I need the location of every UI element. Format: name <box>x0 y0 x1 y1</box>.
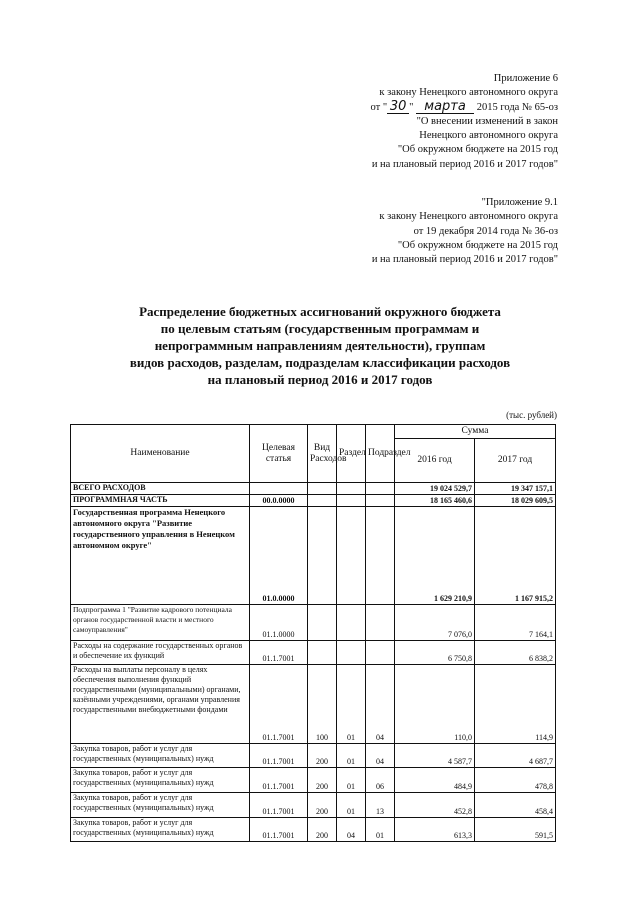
table-row <box>71 483 556 495</box>
row-name: Закупка товаров, работ и услуг для государственных (муниципальных) нужд <box>71 818 250 842</box>
row-target: 01.1.7001 <box>250 665 308 744</box>
row-name: Расходы на выплаты персоналу в целях обеспечения выполнения функций государственными (муниципальными) органами, казёнными учреждениями, органами управления государственными внебюджетными фондами <box>71 665 250 744</box>
row-value-2017: 591,5 <box>475 818 556 842</box>
row-subsection: 13 <box>366 793 395 818</box>
row-target: 01.0.0000 <box>250 507 308 605</box>
row-value-2017: 1 167 915,2 <box>475 507 556 605</box>
row-section: 01 <box>337 793 366 818</box>
appendix-9-1-line4: "Об окружном бюджете на 2015 год <box>397 239 558 251</box>
appendix-9-1-header <box>372 196 558 267</box>
row-target: 01.1.0000 <box>250 605 308 641</box>
row-section: 01 <box>337 768 366 793</box>
appendix-6-line5: "Об окружном бюджете на 2015 год <box>397 144 558 156</box>
row-name: Закупка товаров, работ и услуг для государственных (муниципальных) нужд <box>71 793 250 818</box>
row-value-2016: 4 587,7 <box>395 744 475 768</box>
row-section <box>337 495 366 507</box>
row-kind: 100 <box>308 665 337 744</box>
row-value-2017: 7 164,1 <box>475 605 556 641</box>
appendix-6-line6: и на плановый период 2016 и 2017 годов" <box>371 158 558 170</box>
row-target: 00.0.0000 <box>250 495 308 507</box>
row-subsection: 06 <box>366 768 395 793</box>
appendix-6-date: от " 30 " марта 2015 года № 65-оз <box>370 98 558 114</box>
table-row <box>71 818 556 842</box>
title-line: по целевым статьям (государственным программам и <box>160 321 480 336</box>
row-name: Расходы на содержание государственных органов и обеспечение их функций <box>71 641 250 665</box>
row-section: 04 <box>337 818 366 842</box>
header-2017: 2017 год <box>475 439 556 483</box>
row-section <box>337 605 366 641</box>
row-subsection: 04 <box>366 744 395 768</box>
handwritten-month: марта <box>416 101 474 114</box>
title-line: на плановый период 2016 и 2017 годов <box>207 372 433 387</box>
row-kind: 200 <box>308 818 337 842</box>
row-section <box>337 507 366 605</box>
row-value-2017: 6 838,2 <box>475 641 556 665</box>
appendix-6-label: Приложение 6 <box>493 73 558 84</box>
header-2016: 2016 год <box>395 439 475 483</box>
table-row <box>71 793 556 818</box>
row-value-2016: 110,0 <box>395 665 475 744</box>
row-subsection: 04 <box>366 665 395 744</box>
row-subsection <box>366 483 395 495</box>
row-value-2016: 6 750,8 <box>395 641 475 665</box>
appendix-9-1-law: к закону Ненецкого автономного округа <box>379 211 558 223</box>
appendix-9-1-date: от 19 декабря 2014 года № 36-оз <box>413 225 558 237</box>
row-name: Государственная программа Ненецкого автономного округа "Развитие государственного управления в Ненецком автономном округе" <box>71 507 250 605</box>
row-value-2016: 484,9 <box>395 768 475 793</box>
row-kind: 200 <box>308 768 337 793</box>
row-kind <box>308 507 337 605</box>
row-value-2016: 18 165 460,6 <box>395 495 475 507</box>
row-kind <box>308 483 337 495</box>
table-row <box>71 768 556 793</box>
appendix-6-law: к закону Ненецкого автономного округа <box>379 87 558 99</box>
row-value-2017: 478,8 <box>475 768 556 793</box>
appendix-9-1-line5: и на плановый период 2016 и 2017 годов" <box>371 254 558 266</box>
row-target <box>250 483 308 495</box>
row-value-2017: 114,9 <box>475 665 556 744</box>
row-section <box>337 641 366 665</box>
row-subsection <box>366 641 395 665</box>
row-name: Закупка товаров, работ и услуг для государственных (муниципальных) нужд <box>71 768 250 793</box>
row-value-2016: 19 024 529,7 <box>395 483 475 495</box>
row-subsection <box>366 507 395 605</box>
appendix-6-line3: "О внесении изменений в закон <box>416 115 558 127</box>
row-subsection <box>366 605 395 641</box>
row-name: Закупка товаров, работ и услуг для государственных (муниципальных) нужд <box>71 744 250 768</box>
row-section: 01 <box>337 665 366 744</box>
title-line: Распределение бюджетных ассигнований окружного бюджета <box>139 304 501 319</box>
units-label: (тыс. рублей) <box>506 410 557 420</box>
appendix-6-line4: Ненецкого автономного округа <box>419 130 558 142</box>
row-value-2017: 19 347 157,1 <box>475 483 556 495</box>
row-value-2017: 18 029 609,5 <box>475 495 556 507</box>
row-kind: 200 <box>308 793 337 818</box>
row-value-2016: 7 076,0 <box>395 605 475 641</box>
table-row <box>71 507 556 605</box>
appendix-6-header <box>371 72 558 172</box>
table-row <box>71 665 556 744</box>
table-row <box>71 605 556 641</box>
table-body <box>71 483 556 842</box>
row-target: 01.1.7001 <box>250 768 308 793</box>
row-value-2017: 458,4 <box>475 793 556 818</box>
table-row <box>71 495 556 507</box>
row-kind: 200 <box>308 744 337 768</box>
row-subsection: 01 <box>366 818 395 842</box>
row-value-2016: 452,8 <box>395 793 475 818</box>
table-row <box>71 744 556 768</box>
table-row <box>71 641 556 665</box>
row-name: Подпрограмма 1 "Развитие кадрового потенциала органов государственной власти и местного самоуправления" <box>71 605 250 641</box>
budget-table <box>70 424 556 842</box>
row-kind <box>308 641 337 665</box>
row-target: 01.1.7001 <box>250 641 308 665</box>
row-name: ВСЕГО РАСХОДОВ <box>71 483 250 495</box>
row-kind <box>308 495 337 507</box>
header-name: Наименование <box>71 425 250 483</box>
row-value-2016: 613,3 <box>395 818 475 842</box>
row-section <box>337 483 366 495</box>
row-subsection <box>366 495 395 507</box>
header-sum: Сумма <box>395 425 556 439</box>
row-kind <box>308 605 337 641</box>
row-target: 01.1.7001 <box>250 744 308 768</box>
handwritten-day: 30 <box>387 101 409 114</box>
header-target: Целевая статья <box>250 425 308 483</box>
document-title <box>70 303 570 388</box>
row-section: 01 <box>337 744 366 768</box>
title-line: непрограммным направлениям деятельности), группам <box>154 338 486 353</box>
appendix-9-1-label: "Приложение 9.1 <box>481 197 558 208</box>
title-line: видов расходов, разделам, подразделам классификации расходов <box>129 355 511 370</box>
row-value-2016: 1 629 210,9 <box>395 507 475 605</box>
header-kind: Вид Расходов <box>308 425 337 483</box>
row-target: 01.1.7001 <box>250 818 308 842</box>
header-section: Раздел <box>337 425 366 483</box>
row-value-2017: 4 687,7 <box>475 744 556 768</box>
row-name: ПРОГРАММНАЯ ЧАСТЬ <box>71 495 250 507</box>
header-subsection: Подраздел <box>366 425 395 483</box>
row-target: 01.1.7001 <box>250 793 308 818</box>
